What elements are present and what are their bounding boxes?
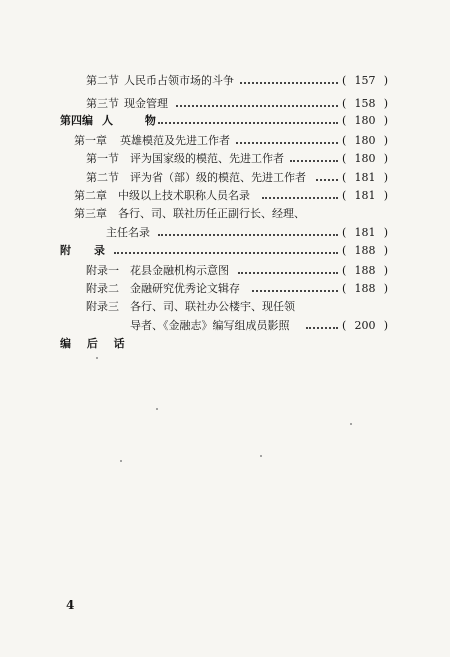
toc-entry (0, 133, 450, 149)
toc-entry-title: 花县金融机构示意图 (130, 264, 229, 277)
toc-entry-page: ( 188 ) (342, 244, 388, 257)
toc-entry (0, 318, 450, 334)
leader-dots (176, 105, 338, 107)
toc-entry-title: 金融研究优秀论文辑存 (130, 282, 240, 295)
page-number: 4 (66, 598, 75, 612)
toc-entry-label: 第一节 (86, 152, 119, 165)
toc-entry-title: 评为省（部）级的模范、先进工作者 (130, 171, 306, 184)
scan-speck (350, 423, 352, 425)
toc-entry-label: 附录三 (86, 300, 119, 313)
toc-entry-page: ( 181 ) (342, 189, 388, 202)
toc-entry (0, 73, 450, 89)
toc-entry (0, 336, 450, 352)
toc-entry-label: 附录一 (86, 264, 119, 277)
toc-entry-label: 附 (60, 244, 71, 257)
toc-entry (0, 263, 450, 279)
leader-dots (290, 160, 338, 162)
toc-entry-page: ( 188 ) (342, 264, 388, 277)
toc-entry-page: ( 157 ) (342, 74, 388, 87)
toc-entry (0, 206, 450, 222)
toc-entry-label: 第二节 (86, 74, 119, 87)
toc-entry-label: 第二节 (86, 171, 119, 184)
leader-dots (114, 252, 338, 254)
toc-entry-label: 编 后 话 (60, 337, 131, 350)
leader-dots (238, 272, 338, 274)
toc-entry (0, 170, 450, 186)
toc-entry (0, 151, 450, 167)
leader-dots (262, 197, 338, 199)
leader-dots (306, 327, 338, 329)
toc-entry-label: 第一章 (74, 134, 107, 147)
toc-entry-title: 人民币占领市场的斗争 (124, 74, 234, 87)
toc-entry-title: 评为国家级的模范、先进工作者 (130, 152, 284, 165)
toc-entry (0, 243, 450, 259)
toc-entry-label: 第三节 (86, 97, 119, 110)
toc-entry-page: ( 180 ) (342, 134, 388, 147)
toc-entry (0, 96, 450, 112)
toc-entry-label: 第二章 (74, 189, 107, 202)
leader-dots (158, 234, 338, 236)
leader-dots (316, 179, 338, 181)
leader-dots (240, 82, 338, 84)
scan-speck (120, 460, 122, 462)
toc-entry (0, 113, 450, 129)
leader-dots (236, 142, 338, 144)
toc-entry-title: 中级以上技术职称人员名录 (118, 189, 250, 202)
toc-entry-title: 导者、《金融志》编写组成员影照 (130, 319, 290, 332)
toc-entry-label: 附录二 (86, 282, 119, 295)
toc-entry (0, 281, 450, 297)
toc-entry-title: 主任名录 (106, 226, 150, 239)
leader-dots (158, 122, 338, 124)
toc-entry-label: 第四编 (60, 114, 93, 127)
toc-entry-title: 各行、司、联社历任正副行长、经理、 (118, 207, 305, 220)
toc-entry-page: ( 181 ) (342, 171, 388, 184)
toc-entry-page: ( 180 ) (342, 152, 388, 165)
leader-dots (252, 290, 338, 292)
toc-entry-page: ( 188 ) (342, 282, 388, 295)
toc-entry-page: ( 181 ) (342, 226, 388, 239)
toc-entry-page: ( 158 ) (342, 97, 388, 110)
toc-entry (0, 225, 450, 241)
scan-speck (260, 455, 262, 457)
toc-entry-page: ( 200 ) (342, 319, 388, 332)
toc-entry (0, 188, 450, 204)
toc-entry-page: ( 180 ) (342, 114, 388, 127)
toc-entry-title: 英雄模范及先进工作者 (120, 134, 230, 147)
toc-entry-title: 各行、司、联社办公楼宇、现任领 (130, 300, 295, 313)
toc-entry-title: 录 (94, 244, 105, 257)
scan-speck (96, 357, 98, 359)
toc-entry (0, 299, 450, 315)
toc-entry-title: 现金管理 (124, 97, 168, 110)
toc-entry-label: 第三章 (74, 207, 107, 220)
toc-entry-title: 人 物 (102, 114, 170, 127)
scan-speck (156, 408, 158, 410)
